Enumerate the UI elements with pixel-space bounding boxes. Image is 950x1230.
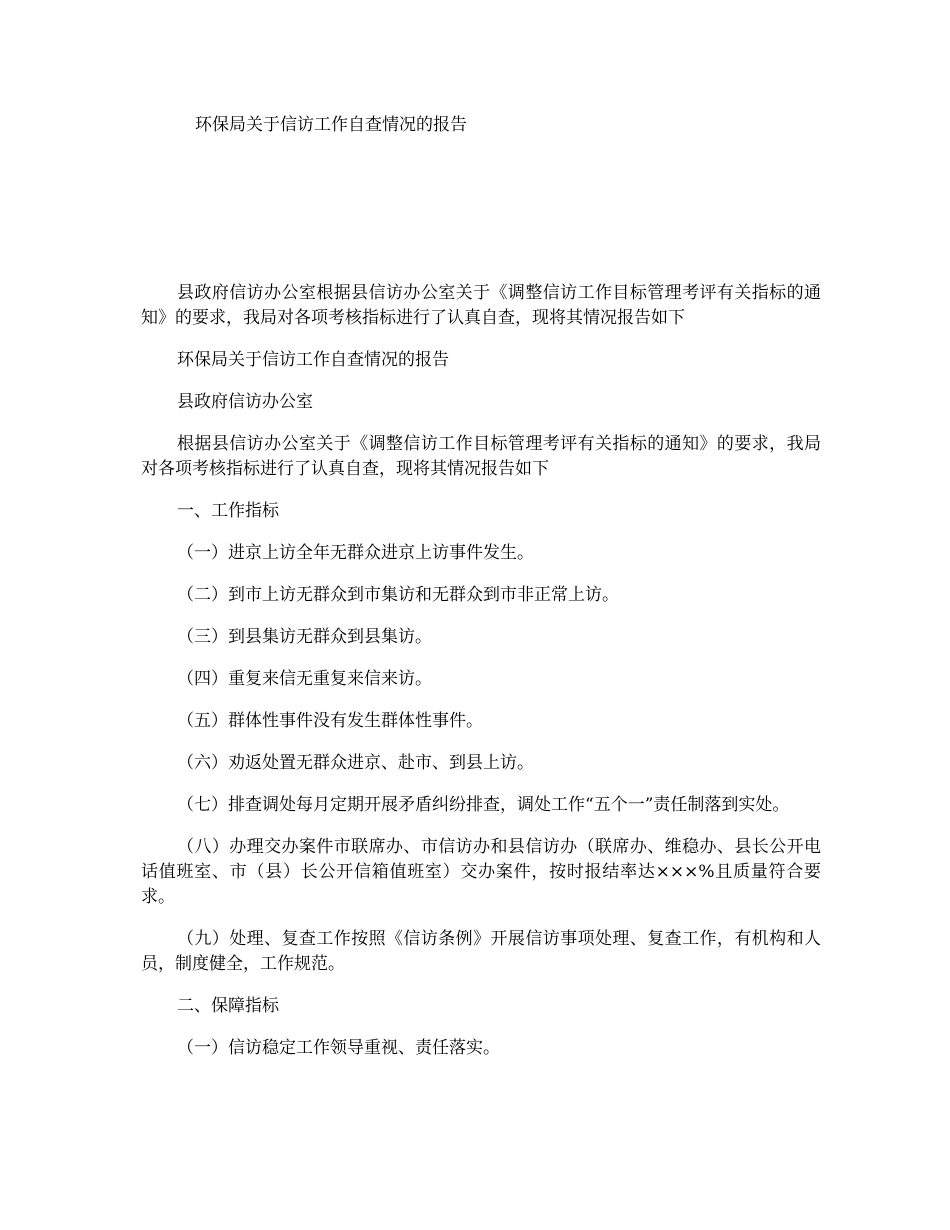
section-heading-work-indicators: 一、工作指标 [177,501,279,521]
document-body [141,281,821,1078]
list-item: （八）办理交办案件市联席办、市信访办和县信访办（联席办、维稳办、县长公开电话值班室、市（县）长公开信箱值班室）交办案件，按时报结率达×××%且质量符合要求。 [141,837,821,907]
paragraph-repeated-title: 环保局关于信访工作自查情况的报告 [177,350,449,370]
list-item: （三）到县集访无群众到县集访。 [177,627,432,647]
list-item: （二）到市上访无群众到市集访和无群众到市非正常上访。 [177,585,619,605]
list-item: （九）处理、复查工作按照《信访条例》开展信访事项处理、复查工作，有机构和人员，制度健全，工作规范。 [141,929,821,974]
list-item: （五）群体性事件没有发生群体性事件。 [177,711,483,731]
list-item: （七）排查调处每月定期开展矛盾纠纷排查，调处工作“五个一”责任制落到实处。 [177,795,790,815]
paragraph-addressee: 县政府信访办公室 [177,392,313,412]
list-item: （一）信访稳定工作领导重视、责任落实。 [177,1038,500,1058]
list-item: （六）劝返处置无群众进京、赴市、到县上访。 [177,753,534,773]
paragraph-report-intro: 根据县信访办公室关于《调整信访工作目标管理考评有关指标的通知》的要求，我局对各项考核指标进行了认真自查，现将其情况报告如下 [141,434,821,479]
list-item: （一）进京上访全年无群众进京上访事件发生。 [177,543,534,563]
paragraph-intro: 县政府信访办公室根据县信访办公室关于《调整信访工作目标管理考评有关指标的通知》的要求，我局对各项考核指标进行了认真自查，现将其情况报告如下 [141,283,821,328]
list-item: （四）重复来信无重复来信来访。 [177,669,432,689]
section-heading-support-indicators: 二、保障指标 [177,996,279,1016]
document-title: 环保局关于信访工作自查情况的报告 [195,115,467,135]
